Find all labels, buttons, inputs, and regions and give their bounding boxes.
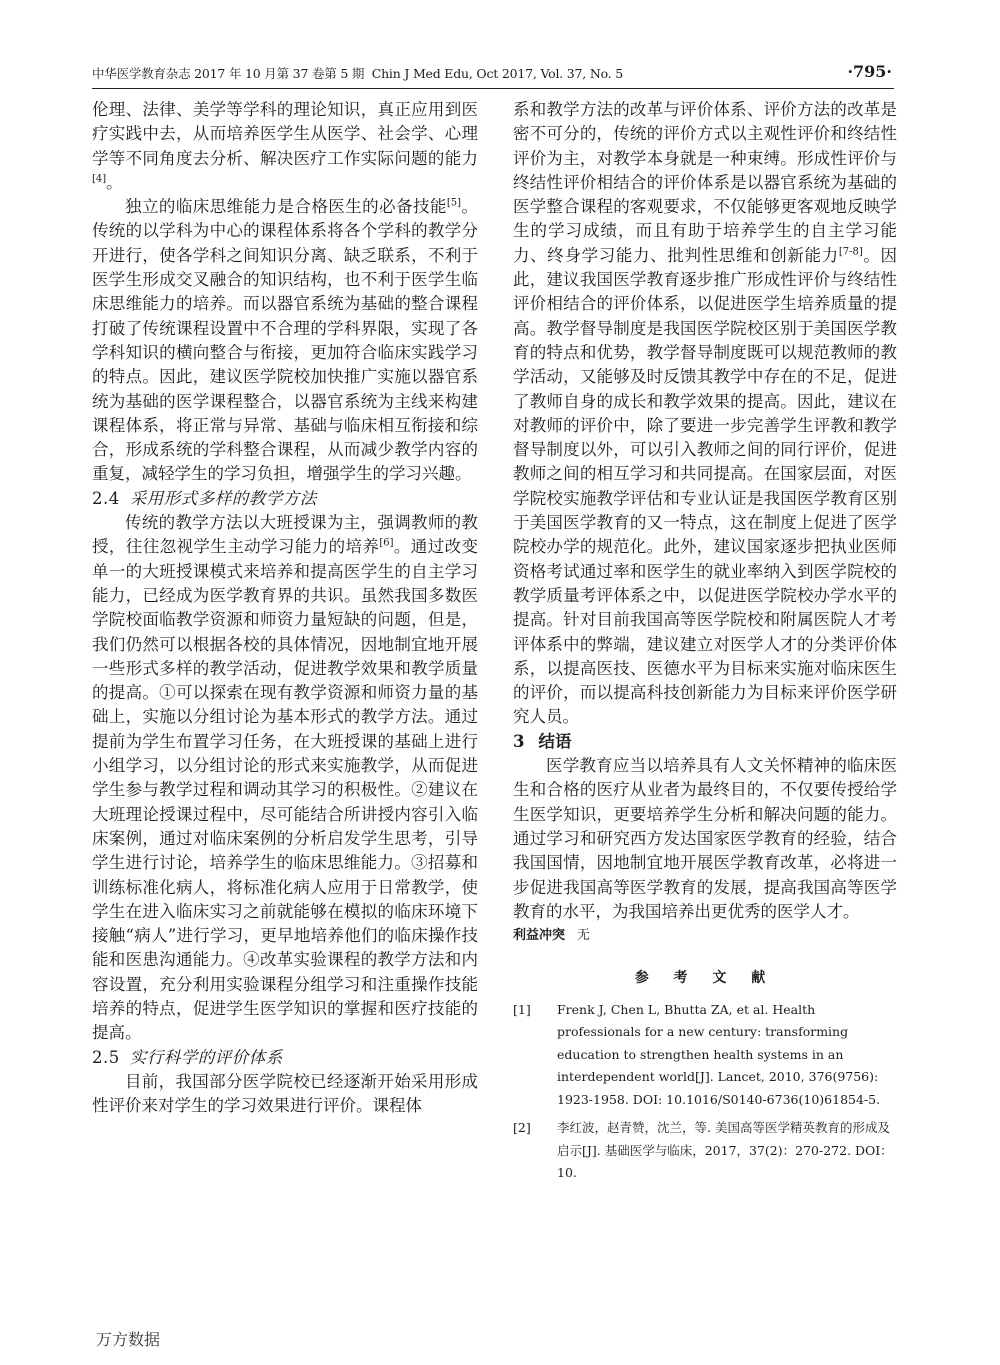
paragraph: 目前，我国部分医学院校已经逐渐开始采用形成性评价来对学生的学习效果进行评价。课程体: [92, 1071, 478, 1116]
running-header: [92, 62, 894, 89]
section-title: 采用形式多样的教学方法: [129, 488, 317, 508]
reference-number: [1]: [513, 1001, 531, 1017]
citation: [5]: [446, 197, 462, 209]
left-column: [92, 98, 478, 1118]
right-column: [513, 98, 897, 1191]
paragraph: 系和教学方法的改革与评价体系、评价方法的改革是密不可分的，传统的评价方式以主观性评价和终结性评价为主，对教学本身就是一种束缚。形成性评价与终结性评价相结合的评价体系是以器官系统为基础的医学整合课程的客观要求，不仅能够更客观地反映学生的学习成绩，而且有助于培养学生的自主学习能力、终身学习能力、批判性思维和创新能力[7-8]。因此，建议我国医学教育逐步推广形成性评价与终结性评价相结合的评价体系，以促进医学生培养质量的提高。教学督导制度是我国医学院校区别于美国医学教育的特点和优势，教学督导制度既可以规范教师的教学活动，又能够及时反馈其教学中存在的不足，促进了教师自身的成长和教学效果的提高。因此，建议在对教师的评价中，除了要进一步完善学生评教和教学督导制度以外，可以引入教师之间的同行评价，促进教师之间的相互学习和共同提高。在国家层面，对医学院校实施教学评估和专业认证是我国医学教育区别于美国医学教育的又一特点，这在制度上促进了医学院校办学的规范化。此外，建议国家逐步把执业医师资格考试通过率和医学生的就业率纳入到医学院校的教学质量考评体系之中，以促进医学院校办学水平的提高。针对目前我国高等医学院校和附属医院人才考评体系中的弊端，建议建立对医学人才的分类评价体系，以提高医技、医德水平为目标来实施对临床医生的评价，而以提高科技创新能力为目标来评价医学研究人员。: [513, 100, 898, 727]
reference-number: [2]: [513, 1120, 531, 1136]
reference-item: [513, 1117, 897, 1185]
paragraph: 伦理、法律、美学等学科的理论知识，真正应用到医疗实践中去，从而培养医学生从医学、社会学、心理学等不同角度去分析、解决医疗工作实际问题的能力[4]。: [92, 100, 478, 192]
citation: [7-8]: [838, 246, 863, 258]
citation: [6]: [379, 537, 394, 549]
conflict-of-interest: [513, 924, 897, 948]
reference-text: 李红波，赵青赞，沈兰，等. 美国高等医学精英教育的形成及启示[J]. 基础医学与临床，2017，37(2)：270-272. DOI：10.: [557, 1120, 893, 1181]
journal-name-cn: 中华医学教育杂志 2017 年 10 月第 37 卷第 5 期: [92, 66, 365, 81]
reference-item: [513, 999, 897, 1112]
watermark: 万方数据: [96, 1330, 161, 1349]
section-heading: [92, 1046, 478, 1070]
conflict-value: 无: [577, 928, 591, 944]
paragraph: 传统的教学方法以大班授课为主，强调教师的教授，往往忽视学生主动学习能力的培养[6]。通过改变单一的大班授课模式来培养和提高医学生的自主学习能力，已经成为医学教育界的共识。虽然我国多数医学院校面临教学资源和师资力量短缺的问题，但是，我们仍然可以根据各校的具体情况，因地制宜地开展一些形式多样的教学活动，促进教学效果和教学质量的提高。①可以探索在现有教学资源和师资力量的基础上，实施以分组讨论为基本形式的教学方法。通过提前为学生布置学习任务，在大班授课的基础上进行小组学习，以分组讨论的形式来实施教学，从而促进学生参与教学过程和调动其学习的积极性。②建议在大班理论授课过程中，尽可能结合所讲授内容引入临床案例，通过对临床案例的分析启发学生思考，引导学生进行讨论，培养学生的临床思维能力。③招募和训练标准化病人，将标准化病人应用于日常教学，使学生在进入临床实习之前就能够在模拟的临床环境下接触“病人”进行学习，更早地培养他们的临床操作技能和医患沟通能力。④改革实验课程的教学方法和内容设置，充分利用实验课程分组学习和注重操作技能培养的特点，促进学生医学知识的掌握和医疗技能的提高。: [92, 513, 479, 1043]
paragraph: 独立的临床思维能力是合格医生的必备技能[5]。传统的以学科为中心的课程体系将各个学科的教学分开进行，使各学科之间知识分离、缺乏联系，不利于医学生形成交叉融合的知识结构，也不利于医学生临床思维能力的培养。而以器官系统为基础的整合课程打破了传统课程设置中不合理的学科界限，实现了各学科知识的横向整合与衔接，更加符合临床实践学习的特点。因此，建议医学院校加快推广实施以器官系统为基础的医学课程整合，以器官系统为主线来构建课程体系，将正常与异常、基础与临床相互衔接和综合，形成系统的学科整合课程，从而减少教学内容的重复，减轻学生的学习负担，增强学生的学习兴趣。: [92, 197, 479, 484]
section-title: 结语: [538, 731, 572, 751]
conflict-label: 利益冲突: [513, 928, 566, 944]
section-number: 2.4: [92, 488, 120, 508]
paragraph: 医学教育应当以培养具有人文关怀精神的临床医生和合格的医疗从业者为最终目的，不仅要传授给学生医学知识，更要培养学生分析和解决问题的能力。通过学习和研究西方发达国家医学教育的经验，结合我国国情，因地制宜地开展医学教育改革，必将进一步促进我国高等医学教育的发展，提高我国高等医学教育的水平，为我国培养出更优秀的医学人才。: [513, 756, 897, 921]
section-number: 3: [513, 731, 525, 751]
references-title: 参 考 文 献: [634, 970, 776, 987]
page-number: ·795·: [847, 62, 892, 81]
citation: [4]: [92, 173, 107, 185]
section-title: 实行科学的评价体系: [129, 1047, 283, 1067]
reference-text: Frenk J, Chen L, Bhutta ZA, et al. Health professionals for a new century: transforming education to strengthen health systems in an interdependent world[J]. Lancet, 2010, 376(9756): 1923-1958. DOI: 10.1016/S0140-6736(10)61854-5.: [557, 1001, 881, 1107]
section-number: 2.5: [92, 1047, 120, 1067]
journal-name-en: Chin J Med Edu, Oct 2017, Vol. 37, No. 5: [371, 66, 623, 81]
section-heading: [513, 730, 897, 754]
journal-citation: [92, 64, 623, 82]
section-heading: [92, 487, 478, 511]
